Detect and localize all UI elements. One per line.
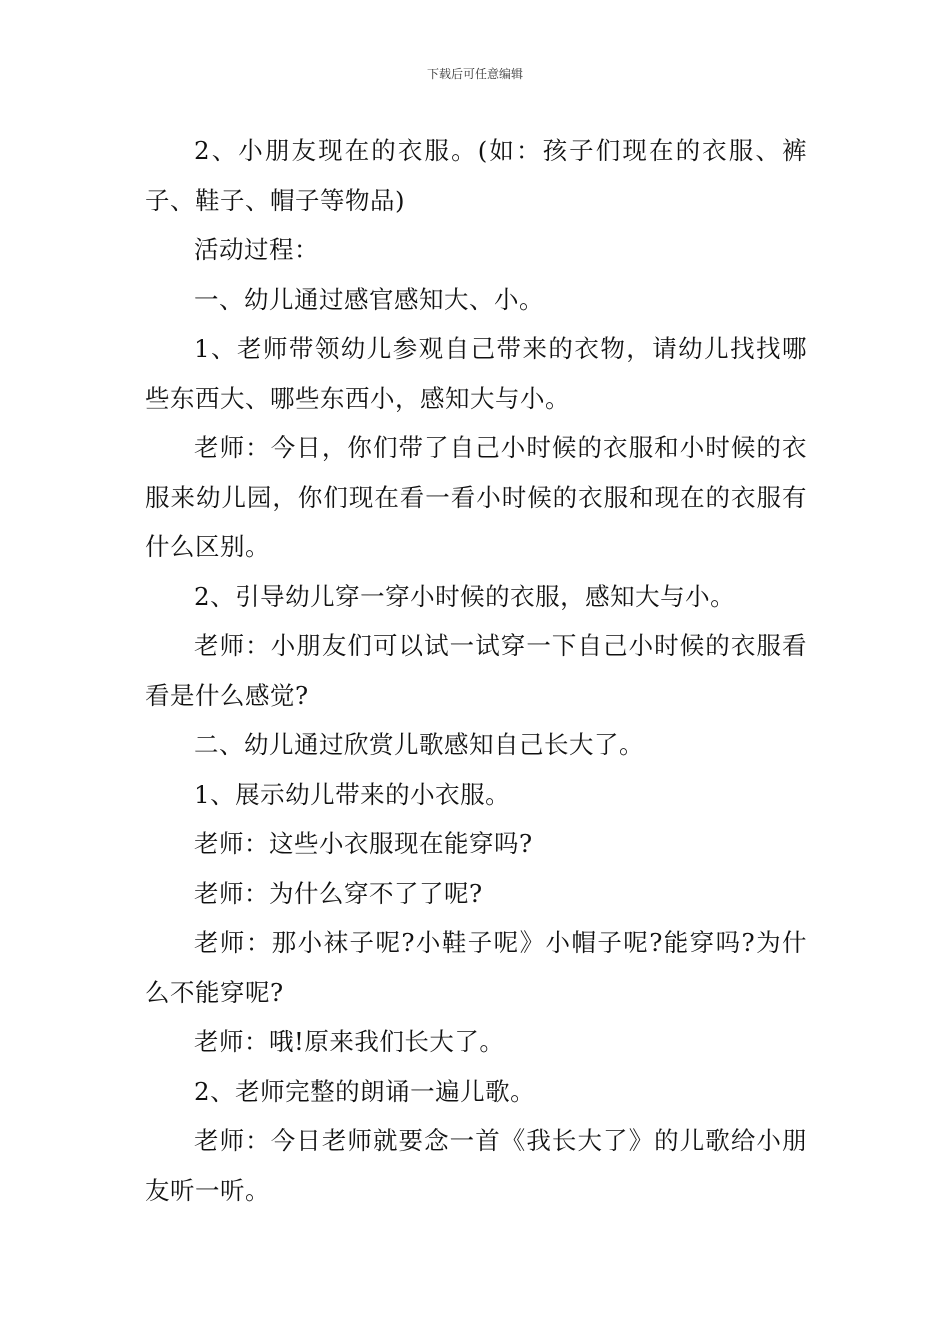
paragraph-4: 1、老师带领幼儿参观自己带来的衣物，请幼儿找找哪些东西大、哪些东西小，感知大与小。 (145, 334, 807, 413)
paragraph-5: 老师：今日，你们带了自己小时候的衣服和小时候的衣服来幼儿园，你们现在看一看小时候的衣服和现在的衣服有什么区别。 (145, 433, 807, 561)
paragraph-1: 2、小朋友现在的衣服。(如：孩子们现在的衣服、裤子、鞋子、帽子等物品) (145, 136, 807, 215)
paragraph-8: 二、幼儿通过欣赏儿歌感知自己长大了。 (194, 730, 644, 759)
paragraph-11: 老师：为什么穿不了了呢? (194, 878, 483, 908)
paragraph-9: 1、展示幼儿带来的小衣服。 (194, 779, 511, 809)
page-header: 下载后可任意编辑 (426, 67, 523, 81)
paragraph-3: 一、幼儿通过感官感知大、小。 (194, 284, 544, 314)
paragraph-13: 老师：哦!原来我们长大了。 (194, 1027, 505, 1056)
document-body (145, 126, 807, 1215)
paragraph-10: 老师：这些小衣服现在能穿吗? (194, 829, 533, 858)
paragraph-2: 活动过程： (194, 235, 319, 264)
paragraph-6: 2、引导幼儿穿一穿小时候的衣服，感知大与小。 (194, 581, 736, 611)
paragraph-7: 老师：小朋友们可以试一试穿一下自己小时候的衣服看看是什么感觉? (145, 631, 807, 710)
paragraph-14: 2、老师完整的朗诵一遍儿歌。 (194, 1076, 536, 1106)
paragraph-12: 老师：那小袜子呢?小鞋子呢》小帽子呢?能穿吗?为什么不能穿呢? (145, 928, 807, 1007)
paragraph-15: 老师：今日老师就要念一首《我长大了》的儿歌给小朋友听一听。 (145, 1126, 807, 1205)
